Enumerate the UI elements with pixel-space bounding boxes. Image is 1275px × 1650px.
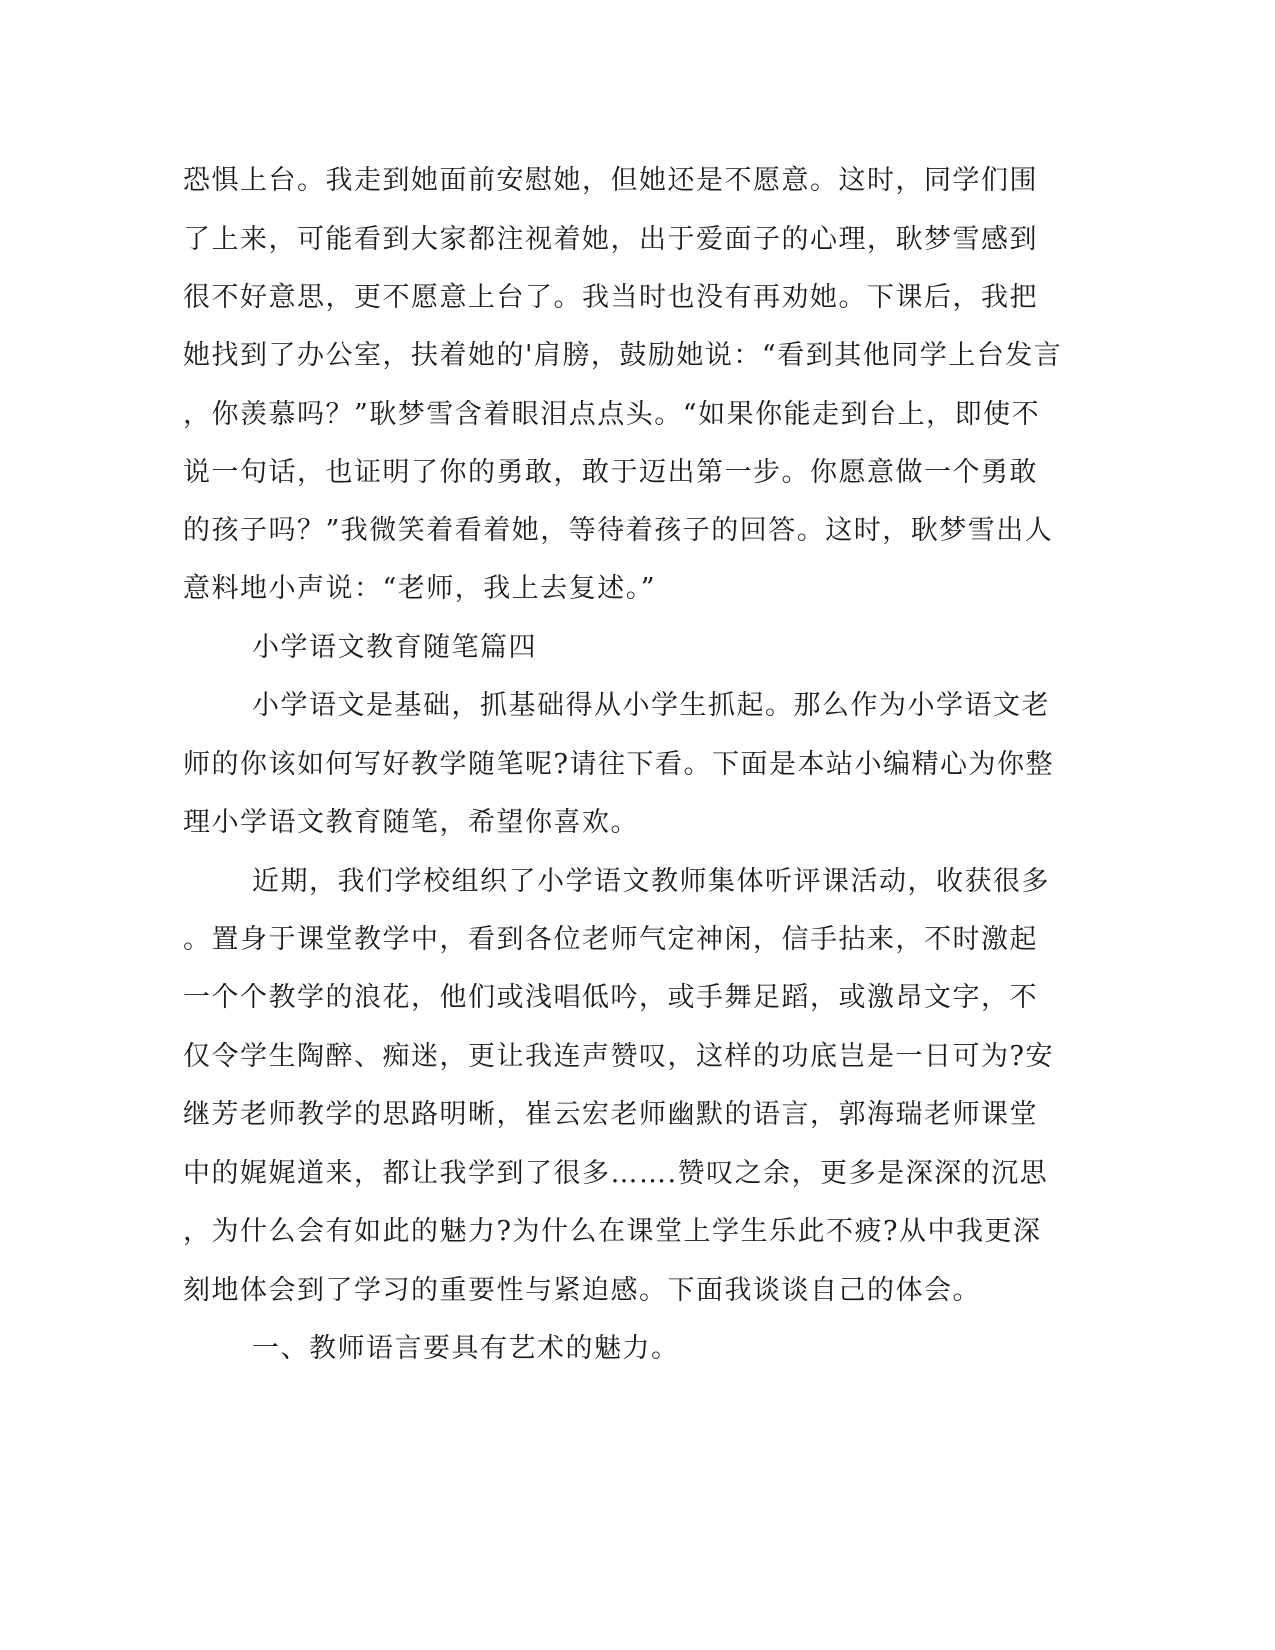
text-line: ，你羡慕吗？”耿梦雪含着眼泪点点头。“如果你能走到台上，即使不 xyxy=(183,399,1041,430)
text-line: 恐惧上台。我走到她面前安慰她，但她还是不愿意。这时，同学们围 xyxy=(183,165,1038,196)
text-line: ，为什么会有如此的魅力?为什么在课堂上学生乐此不疲?从中我更深 xyxy=(183,1216,1042,1247)
text-line: 一个个教学的浪花，他们或浅唱低吟，或手舞足蹈，或激昂文字，不 xyxy=(183,982,1038,1013)
text-line: 刻地体会到了学习的重要性与紧迫感。下面我谈谈自己的体会。 xyxy=(183,1275,981,1306)
text-line: 小学语文是基础，抓基础得从小学生抓起。那么作为小学语文老 xyxy=(252,690,1050,721)
text-line: 理小学语文教育随笔，希望你喜欢。 xyxy=(183,807,639,838)
text-line: 师的你该如何写好教学随笔呢?请往下看。下面是本站小编精心为你整 xyxy=(183,749,1054,780)
section-heading: 小学语文教育随笔篇四 xyxy=(252,632,537,663)
text-line: 她找到了办公室，扶着她的'肩膀，鼓励她说：“看到其他同学上台发言 xyxy=(183,340,1063,371)
text-line: 了上来，可能看到大家都注视着她，出于爱面子的心理，耿梦雪感到 xyxy=(183,224,1038,255)
text-line: 说一句话，也证明了你的勇敢，敢于迈出第一步。你愿意做一个勇敢 xyxy=(183,457,1038,488)
text-line: 中的娓娓道来，都让我学到了很多…….赞叹之余，更多是深深的沉思 xyxy=(183,1158,1049,1189)
text-line: 近期，我们学校组织了小学语文教师集体听评课活动，收获很多 xyxy=(252,866,1050,897)
text-line: 意料地小声说：“老师，我上去复述。” xyxy=(183,573,657,604)
text-line: 很不好意思，更不愿意上台了。我当时也没有再劝她。下课后，我把 xyxy=(183,282,1038,313)
text-line: 继芳老师教学的思路明晰，崔云宏老师幽默的语言，郭海瑞老师课堂 xyxy=(183,1099,1038,1130)
text-line: 的孩子吗？”我微笑着看着她，等待着孩子的回答。这时，耿梦雪出人 xyxy=(183,515,1054,546)
subsection-heading: 一、教师语言要具有艺术的魅力。 xyxy=(252,1333,680,1364)
text-line: 。置身于课堂教学中，看到各位老师气定神闲，信手拈来，不时激起 xyxy=(183,924,1038,955)
text-line: 仅令学生陶醉、痴迷，更让我连声赞叹，这样的功底岂是一日可为?安 xyxy=(183,1041,1054,1072)
